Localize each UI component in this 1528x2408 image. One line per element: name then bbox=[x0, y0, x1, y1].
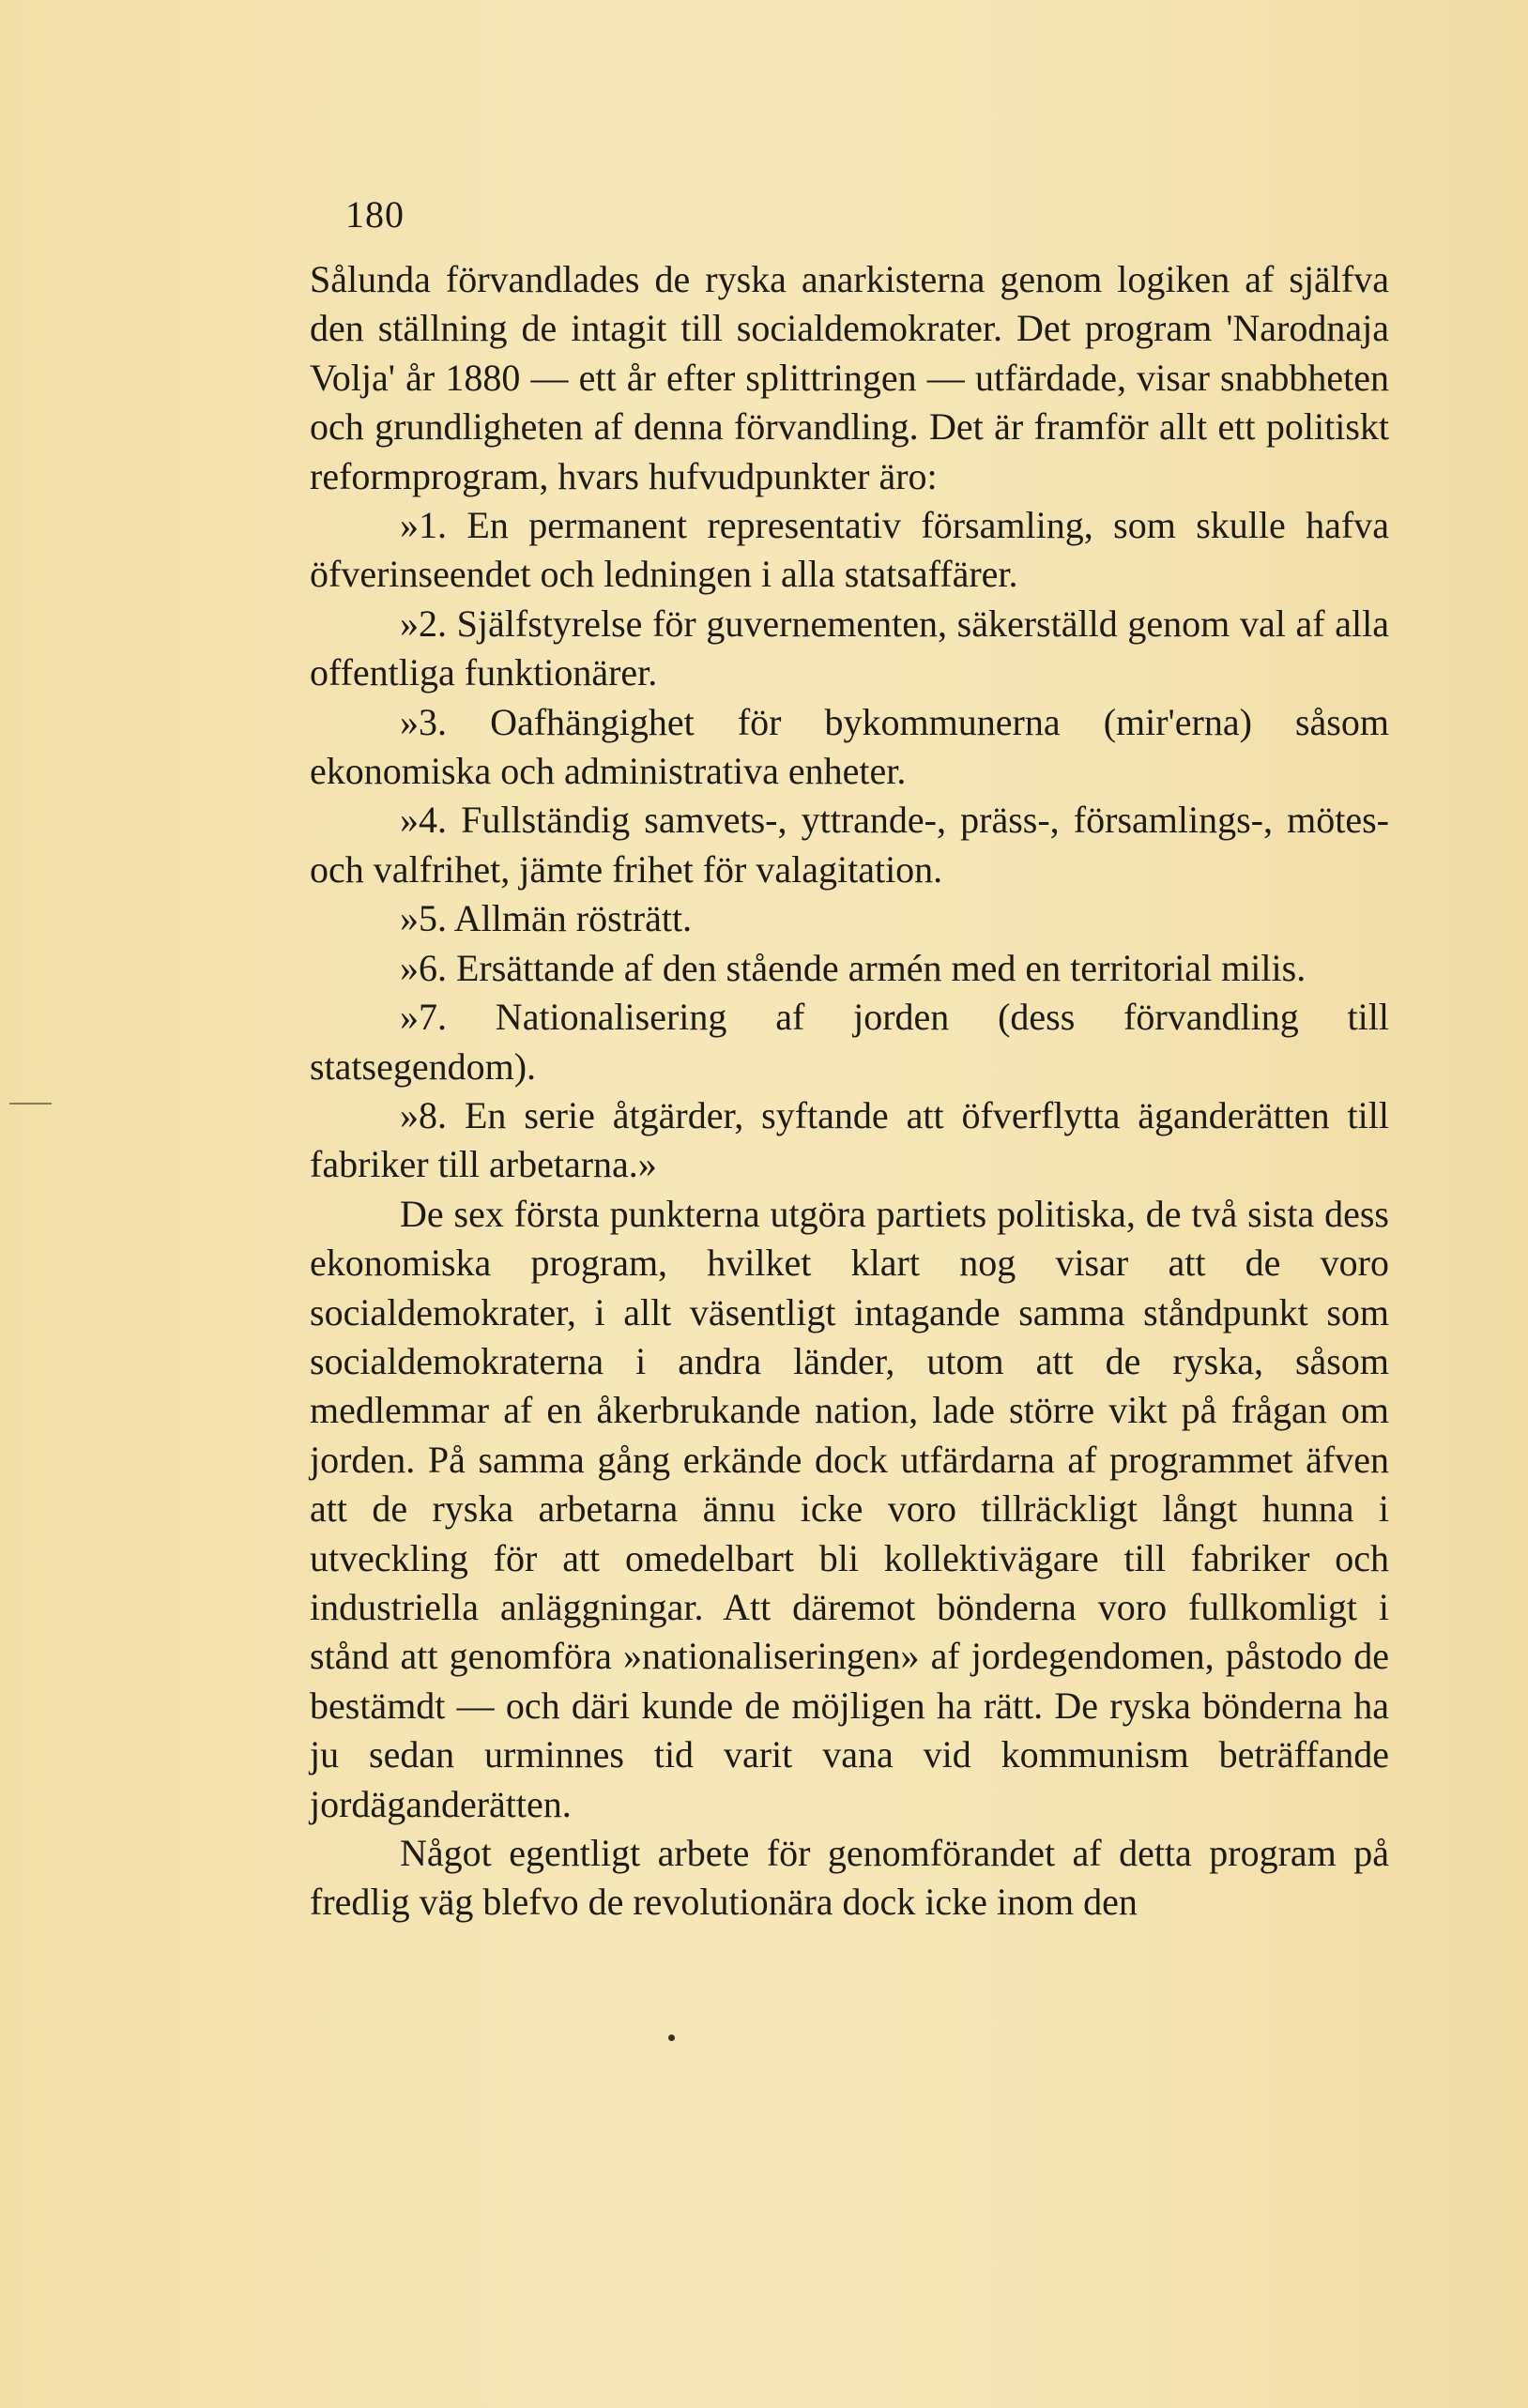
page-number: 180 bbox=[345, 193, 405, 236]
ink-dot bbox=[668, 2035, 675, 2041]
program-point-6: »6. Ersättande af den stående armén med en territorial milis. bbox=[400, 946, 1306, 989]
program-point-5: »5. Allmän rösträtt. bbox=[400, 897, 693, 940]
margin-mark bbox=[9, 1103, 52, 1105]
program-point-4: »4. Fullständig samvets-, yttrande-, präss-, församlings-, mötes- och valfrihet, jämte frihet för valagitation. bbox=[310, 799, 1389, 891]
program-point-3: »3. Oafhängighet för bykommunerna (mir'erna) såsom ekonomiska och administrativa enheter. bbox=[310, 700, 1389, 793]
paragraph-intro: Sålunda förvandlades de ryska anarkisterna genom logiken af själfva den ställning de intagit till socialdemokrater. Det program 'Narodnaja Volja' år 1880 — ett år efter splittringen — utfärdade, visar snabbheten och grundligheten af denna förvandling. Det är framför allt ett politiskt reformprogram, hvars hufvudpunkter äro: bbox=[310, 258, 1389, 497]
body-text bbox=[310, 255, 1389, 1928]
program-point-1: »1. En permanent representativ församling, som skulle hafva öfverinseendet och ledningen i alla statsaffärer. bbox=[310, 504, 1389, 596]
paragraph-analysis: De sex första punkterna utgöra partiets politiska, de två sista dess ekonomiska program, hvilket klart nog visar att de voro socialdemokrater, i allt väsentligt intagande samma ståndpunkt som socialdemokraterna i andra länder, utom att de ryska, såsom medlemmar af en åkerbrukande nation, lade större vikt på frågan om jorden. På samma gång erkände dock utfärdarna af programmet äfven att de ryska arbetarna ännu icke voro tillräckligt långt hunna i utveckling för att omedelbart bli kollektivägare till fabriker och industriella anläggningar. Att däremot bönderna voro fullkomligt i stånd att genomföra »nationaliseringen» af jordegendomen, påstodo de bestämdt — och däri kunde de möjligen ha rätt. De ryska bönderna ha ju sedan urminnes tid varit vana vid kommunism beträffande jordäganderätten. bbox=[310, 1192, 1389, 1825]
paragraph-continuation: Något egentligt arbete för genomförandet af detta program på fredlig väg blefvo de revolutionära dock icke inom den bbox=[310, 1832, 1389, 1924]
program-point-2: »2. Själfstyrelse för guvernementen, säkerställd genom val af alla offentliga funktionärer. bbox=[310, 602, 1389, 694]
program-point-7: »7. Nationalisering af jorden (dess förvandling till statsegendom). bbox=[310, 996, 1389, 1088]
program-point-8: »8. En serie åtgärder, syftande att öfverflytta äganderätten till fabriker till arbetarna.» bbox=[310, 1093, 1389, 1186]
